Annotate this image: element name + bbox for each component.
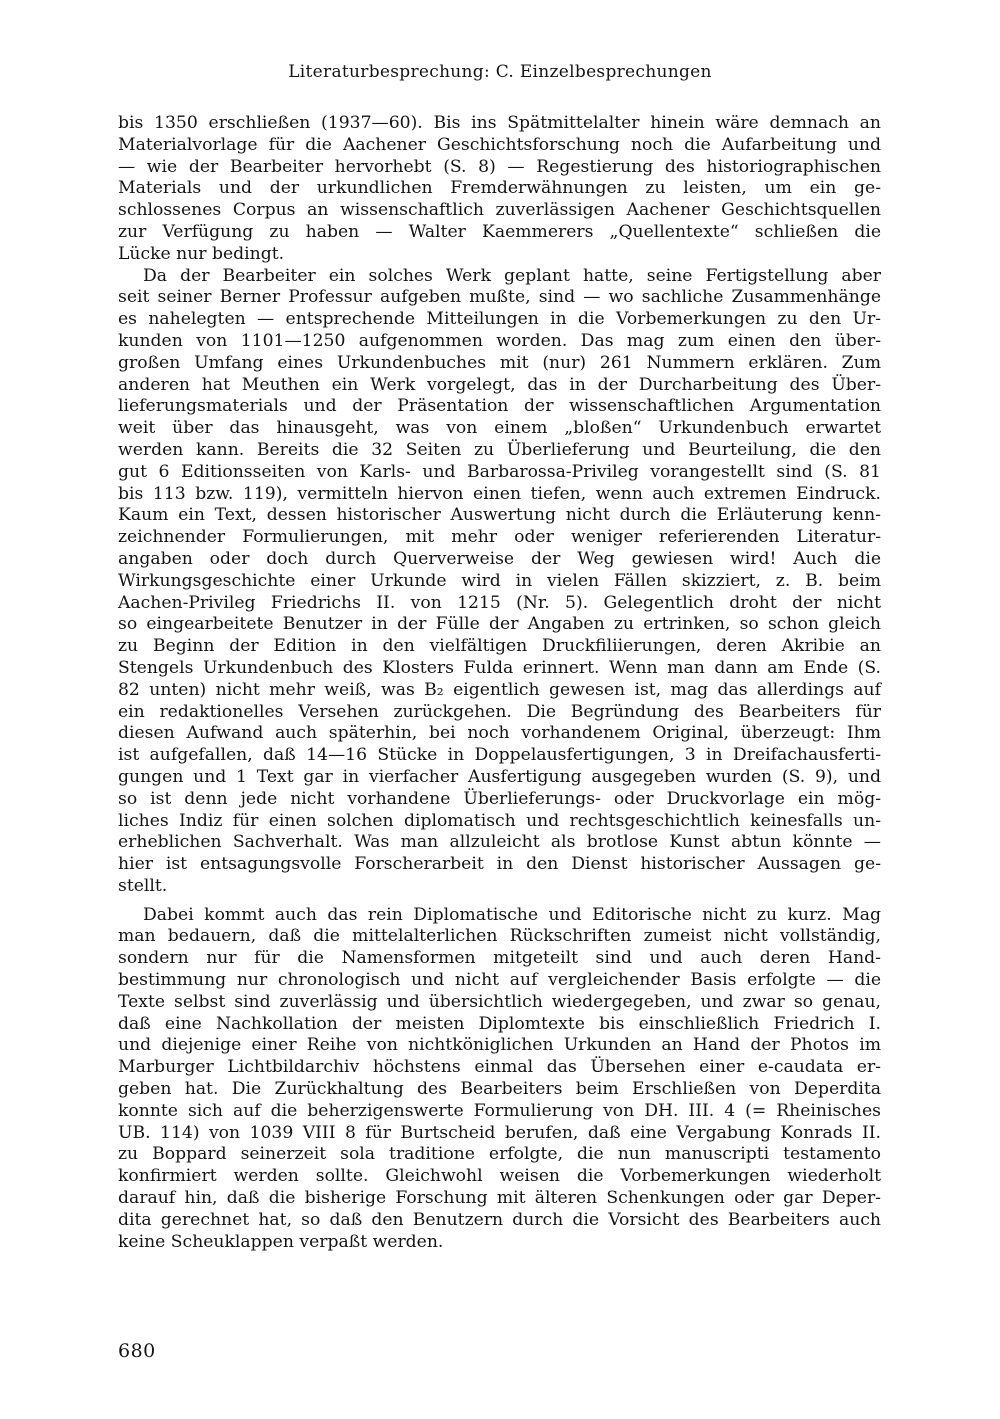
text-line: weit über das hinausgeht, was von einem „bloßen“ Urkundenbuch erwartet <box>118 418 881 439</box>
text-line: geben hat. Die Zurückhaltung des Bearbeiters beim Erschließen von Deperdita <box>118 1079 881 1100</box>
text-line: Dabei kommt auch das rein Diplomatische und Editorische nicht zu kurz. Mag <box>143 904 881 925</box>
text-line: hier ist entsagungsvolle Forscherarbeit in den Dienst historischer Aussagen ge- <box>118 854 881 875</box>
text-line: daß eine Nachkollation der meisten Diplomtexte bis einschließlich Friedrich I. <box>118 1013 881 1034</box>
text-line: Stengels Urkundenbuch des Klosters Fulda erinnert. Wenn man dann am Ende (S. <box>118 657 881 678</box>
text-line: zu Beginn der Edition in den vielfältigen Druckfiliierungen, deren Akribie an <box>118 636 881 657</box>
text-line: 82 unten) nicht mehr weiß, was B₂ eigentlich gewesen ist, mag das allerdings auf <box>118 679 881 700</box>
text-line: erheblichen Sachverhalt. Was man allzuleicht als brotlose Kunst abtun könnte — <box>118 832 881 853</box>
page-number: 680 <box>118 1340 156 1362</box>
text-line: Kaum ein Text, dessen historischer Auswertung nicht durch die Erläuterung kenn- <box>118 505 881 526</box>
text-line: großen Umfang eines Urkundenbuches mit (nur) 261 Nummern erklären. Zum <box>118 352 881 373</box>
paragraph-gap <box>118 898 881 905</box>
text-line: konfirmiert werden sollte. Gleichwohl weisen die Vorbemerkungen wiederholt <box>118 1166 881 1187</box>
text-line: zur Verfügung zu haben — Walter Kaemmerers „Quellentexte“ schließen die <box>118 221 881 242</box>
text-line: zu Boppard seinerzeit sola traditione erfolgte, die nun manuscripti testamento <box>118 1144 881 1165</box>
text-line: Wirkungsgeschichte einer Urkunde wird in vielen Fällen skizziert, z. B. beim <box>118 570 881 591</box>
text-line: diesen Aufwand auch späterhin, bei noch vorhandenem Original, überzeugt: Ihm <box>118 723 881 744</box>
text-line: darauf hin, daß die bisherige Forschung mit älteren Schenkungen oder gar Deper- <box>118 1188 881 1209</box>
text-line: bis 113 bzw. 119), vermitteln hiervon einen tiefen, wenn auch extremen Eindruck. <box>118 483 881 504</box>
text-line: UB. 114) von 1039 VIII 8 für Burtscheid berufen, daß eine Vergabung Konrads II. <box>118 1122 881 1143</box>
text-line: — wie der Bearbeiter hervorhebt (S. 8) — Regestierung des historiographischen <box>118 156 881 177</box>
running-header: Literaturbesprechung: C. Einzelbesprechungen <box>288 62 712 82</box>
paragraph <box>118 905 881 1254</box>
text-line: so eingearbeitete Benutzer in der Fülle der Angaben zu ertrinken, so schon gleich <box>118 614 881 635</box>
text-line: gut 6 Editionsseiten von Karls- und Barbarossa-Privileg vorangestellt sind (S. 81 <box>118 461 881 482</box>
paragraph <box>118 266 881 898</box>
text-line: schlossenes Corpus an wissenschaftlich zuverlässigen Aachener Geschichtsquellen <box>118 200 881 221</box>
text-line: bestimmung nur chronologisch und nicht auf vergleichender Basis erfolgte — die <box>118 970 881 991</box>
text-line: Materialvorlage für die Aachener Geschichtsforschung noch die Aufarbeitung und <box>118 134 881 155</box>
text-line: bis 1350 erschließen (1937—60). Bis ins Spätmittelalter hinein wäre demnach an <box>118 113 881 133</box>
text-line: und diejenige einer Reihe von nichtköniglichen Urkunden an Hand der Photos im <box>118 1035 881 1056</box>
text-line: Texte selbst sind zuverlässig und übersichtlich wiedergegeben, und zwar so genau, <box>118 991 881 1012</box>
text-line: gungen und 1 Text gar in vierfacher Ausfertigung ausgegeben wurden (S. 9), und <box>118 766 881 787</box>
text-line: stellt. <box>118 875 168 896</box>
text-line: angaben oder doch durch Querverweise der Weg gewiesen wird! Auch die <box>118 548 881 569</box>
paragraph <box>118 113 881 266</box>
text-line: Marburger Lichtbildarchiv höchstens einmal das Übersehen einer e-caudata er- <box>118 1057 881 1078</box>
body-text <box>118 113 881 1253</box>
text-line: liches Indiz für einen solchen diplomatisch und rechtsgeschichtlich keinesfalls un- <box>118 810 881 831</box>
text-line: werden kann. Bereits die 32 Seiten zu Überlieferung und Beurteilung, die den <box>118 439 881 460</box>
text-line: lieferungsmaterials und der Präsentation der wissenschaftlichen Argumentation <box>118 396 881 417</box>
text-line: ein redaktionelles Versehen zurückgehen. Die Begründung des Bearbeiters für <box>118 701 881 722</box>
text-line: Aachen-Privileg Friedrichs II. von 1215 (Nr. 5). Gelegentlich droht der nicht <box>118 592 881 613</box>
text-line: man bedauern, daß die mittelalterlichen Rückschriften zumeist nicht vollständig, <box>118 926 881 947</box>
text-line: konnte sich auf die beherzigenswerte Formulierung von DH. III. 4 (= Rheinisches <box>118 1100 881 1121</box>
text-line: anderen hat Meuthen ein Werk vorgelegt, das in der Durcharbeitung des Über- <box>118 374 881 395</box>
text-line: sondern nur für die Namensformen mitgeteilt sind und auch deren Hand- <box>118 948 881 969</box>
text-line: ist aufgefallen, daß 14—16 Stücke in Doppelausfertigungen, 3 in Dreifachausferti- <box>118 745 881 766</box>
text-line: zeichnender Formulierungen, mit mehr oder weniger referierenden Literatur- <box>118 527 881 548</box>
text-line: kunden von 1101—1250 aufgenommen worden. Das mag zum einen den über- <box>118 330 881 351</box>
text-line: dita gerechnet hat, so daß den Benutzern durch die Vorsicht des Bearbeiters auch <box>118 1209 881 1230</box>
text-line: Lücke nur bedingt. <box>118 243 285 264</box>
text-line: es nahelegten — entsprechende Mitteilungen in die Vorbemerkungen zu den Ur- <box>118 309 881 330</box>
text-line: seit seiner Berner Professur aufgeben mußte, sind — wo sachliche Zusammenhänge <box>118 287 881 308</box>
text-line: Materials und der urkundlichen Fremderwähnungen zu leisten, um ein ge- <box>118 178 881 199</box>
text-line: Da der Bearbeiter ein solches Werk geplant hatte, seine Fertigstellung aber <box>143 265 881 286</box>
text-line: keine Scheuklappen verpaßt werden. <box>118 1231 444 1252</box>
text-line: so ist denn jede nicht vorhandene Überlieferungs- oder Druckvorlage ein mög- <box>118 788 881 809</box>
